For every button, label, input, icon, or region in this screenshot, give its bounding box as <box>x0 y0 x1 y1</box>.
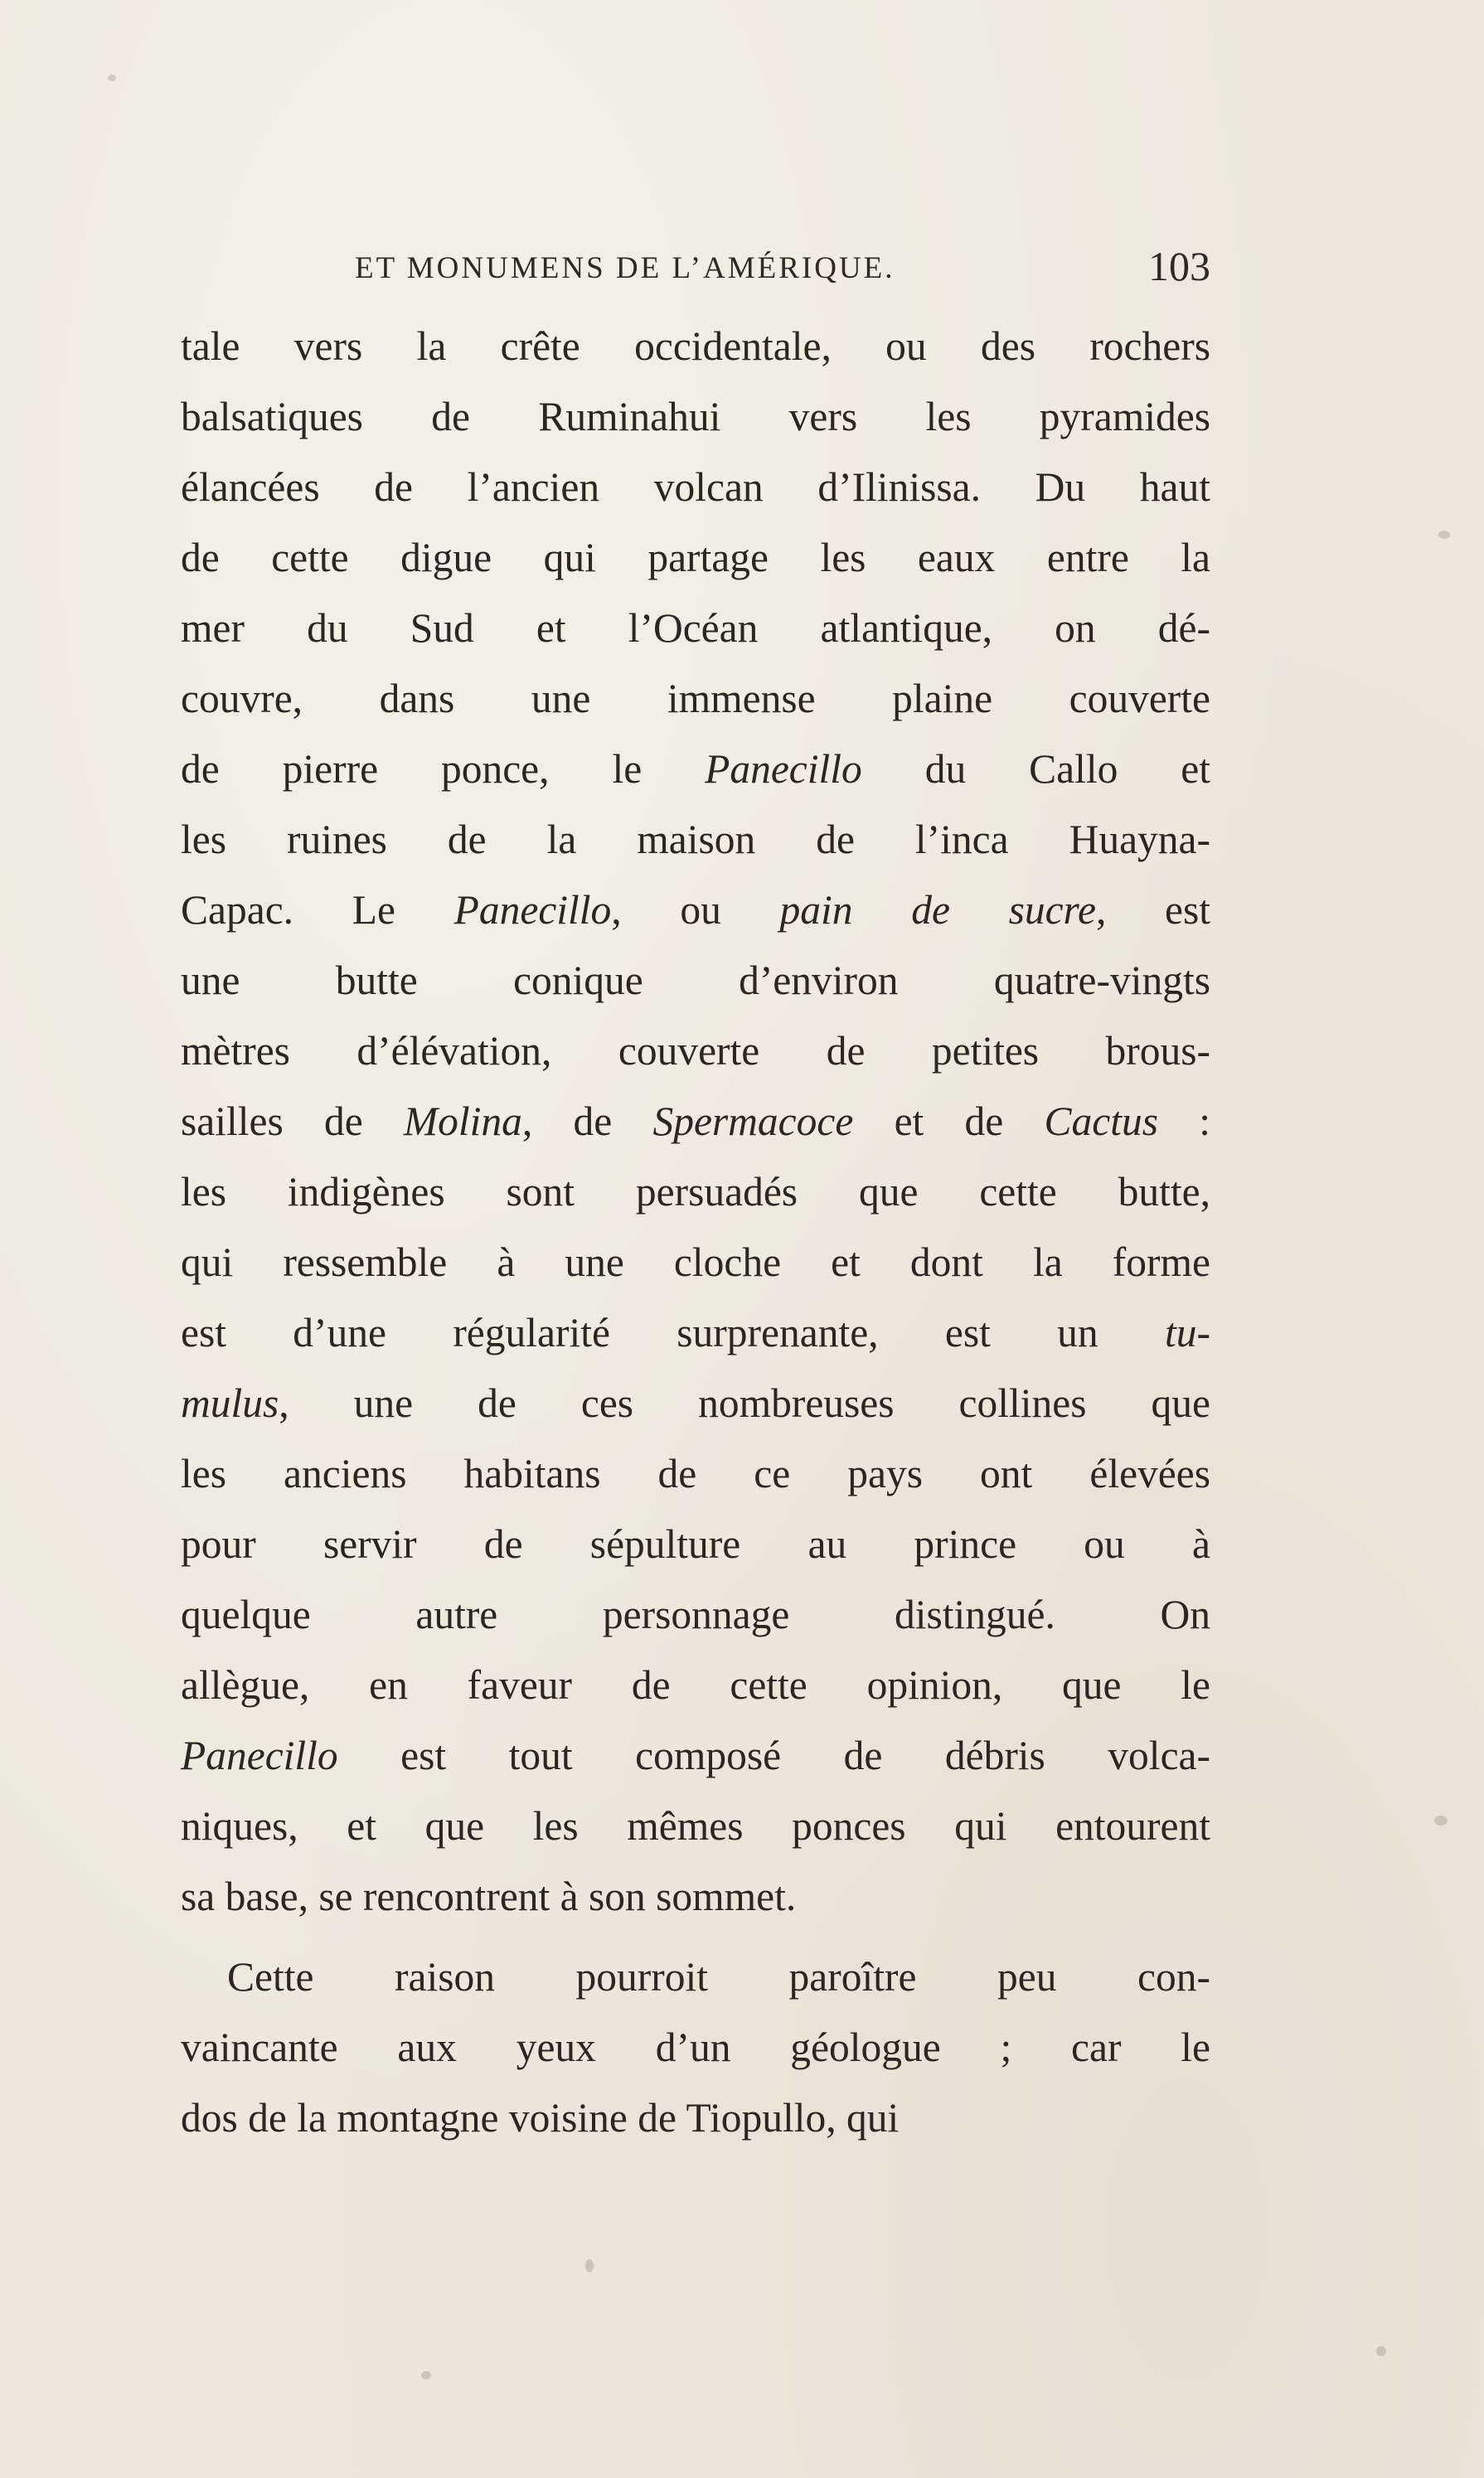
text-segment: est tout composé de débris volca- <box>337 1733 1210 1778</box>
text-line <box>181 1297 1210 1368</box>
text-line <box>181 452 1210 522</box>
paper-spot <box>1434 1816 1448 1826</box>
text-segment: couvre, dans une immense plaine couverte <box>181 676 1210 721</box>
italic-term: Panecillo <box>705 746 862 792</box>
text-line <box>181 663 1210 734</box>
text-segment: de pierre ponce, le <box>181 746 706 792</box>
text-segment: dos de la montagne voisine de Tiopullo, qui <box>181 2095 900 2141</box>
text-line <box>181 1720 1210 1791</box>
paragraph <box>181 311 1210 1932</box>
text-line <box>181 1509 1210 1579</box>
italic-term: mulus <box>181 1380 279 1426</box>
paper-spot <box>108 75 116 81</box>
body-text <box>181 311 1210 2153</box>
paper-spot <box>1438 531 1450 539</box>
text-segment: Capac. Le <box>181 887 454 933</box>
text-segment: niques, et que les mêmes ponces qui entourent <box>181 1803 1210 1849</box>
text-segment: sa base, se rencontrent à son sommet. <box>181 1874 797 1919</box>
text-segment: mètres d’élévation, couverte de petites brous- <box>181 1028 1210 1074</box>
text-segment: quelque autre personnage distingué. On <box>181 1592 1210 1637</box>
text-line <box>181 1227 1210 1297</box>
text-segment: , de <box>521 1098 653 1144</box>
text-segment: du Callo et <box>861 746 1210 792</box>
text-segment: les ruines de la maison de l’inca Huayna- <box>181 817 1210 862</box>
text-line <box>181 945 1210 1016</box>
text-segment: mer du Sud et l’Océan atlantique, on dé- <box>181 605 1210 651</box>
text-segment: élancées de l’ancien volcan d’Ilinissa. Du haut <box>181 464 1210 510</box>
italic-term: tu- <box>1165 1310 1210 1355</box>
text-line <box>181 1157 1210 1227</box>
text-segment: Cette raison pourroit paroître peu con- <box>227 1954 1210 2000</box>
text-line <box>181 1368 1210 1438</box>
text-segment: et de <box>853 1098 1045 1144</box>
text-segment: les indigènes sont persuadés que cette butte, <box>181 1169 1210 1215</box>
paper-spot <box>421 2371 431 2379</box>
text-segment: sailles de <box>181 1098 404 1144</box>
text-line <box>181 593 1210 663</box>
running-title: ET MONUMENS DE L’AMÉRIQUE. <box>355 251 895 285</box>
text-segment: une butte conique d’environ quatre-vingts <box>181 958 1210 1003</box>
text-segment: , ou <box>611 887 780 933</box>
italic-term: Cactus <box>1044 1098 1158 1144</box>
text-line <box>181 1791 1210 1861</box>
paragraph <box>181 1942 1210 2153</box>
text-segment: tale vers la crête occidentale, ou des rochers <box>181 323 1210 369</box>
paper-spot <box>1376 2346 1386 2356</box>
text-line <box>181 1650 1210 1720</box>
text-line <box>181 804 1210 875</box>
text-line <box>181 1579 1210 1650</box>
text-line <box>181 2083 1210 2153</box>
text-segment: qui ressemble à une cloche et dont la forme <box>181 1239 1210 1285</box>
text-segment: , une de ces nombreuses collines que <box>279 1380 1210 1426</box>
text-line <box>181 1438 1210 1509</box>
text-line <box>181 522 1210 593</box>
paper-spot <box>585 2259 594 2272</box>
page-header <box>181 242 1210 300</box>
text-segment: : <box>1158 1098 1210 1144</box>
text-line <box>181 2012 1210 2083</box>
text-line <box>181 381 1210 452</box>
italic-term: pain de sucre <box>779 887 1096 933</box>
text-segment: pour servir de sépulture au prince ou à <box>181 1521 1210 1567</box>
italic-term: Molina <box>403 1098 522 1144</box>
text-line <box>181 1086 1210 1157</box>
text-segment: est d’une régularité surprenante, est un <box>181 1310 1165 1355</box>
text-line <box>181 1942 1210 2012</box>
page-number: 103 <box>1148 243 1210 289</box>
text-segment: , est <box>1095 887 1211 933</box>
italic-term: Spermacoce <box>652 1098 854 1144</box>
text-segment: allègue, en faveur de cette opinion, que le <box>181 1662 1210 1708</box>
text-segment: balsatiques de Ruminahui vers les pyramides <box>181 394 1210 439</box>
text-line <box>181 875 1210 945</box>
text-line <box>181 1016 1210 1086</box>
text-segment: les anciens habitans de ce pays ont élevées <box>181 1451 1210 1496</box>
text-line <box>181 1861 1210 1932</box>
text-line <box>181 734 1210 804</box>
text-segment: de cette digue qui partage les eaux entre la <box>181 535 1210 580</box>
text-line <box>181 311 1210 381</box>
paragraph-break <box>181 1932 1210 1942</box>
italic-term: Panecillo <box>181 1733 338 1778</box>
text-segment: vaincante aux yeux d’un géologue ; car le <box>181 2025 1210 2070</box>
italic-term: Panecillo <box>453 887 612 933</box>
